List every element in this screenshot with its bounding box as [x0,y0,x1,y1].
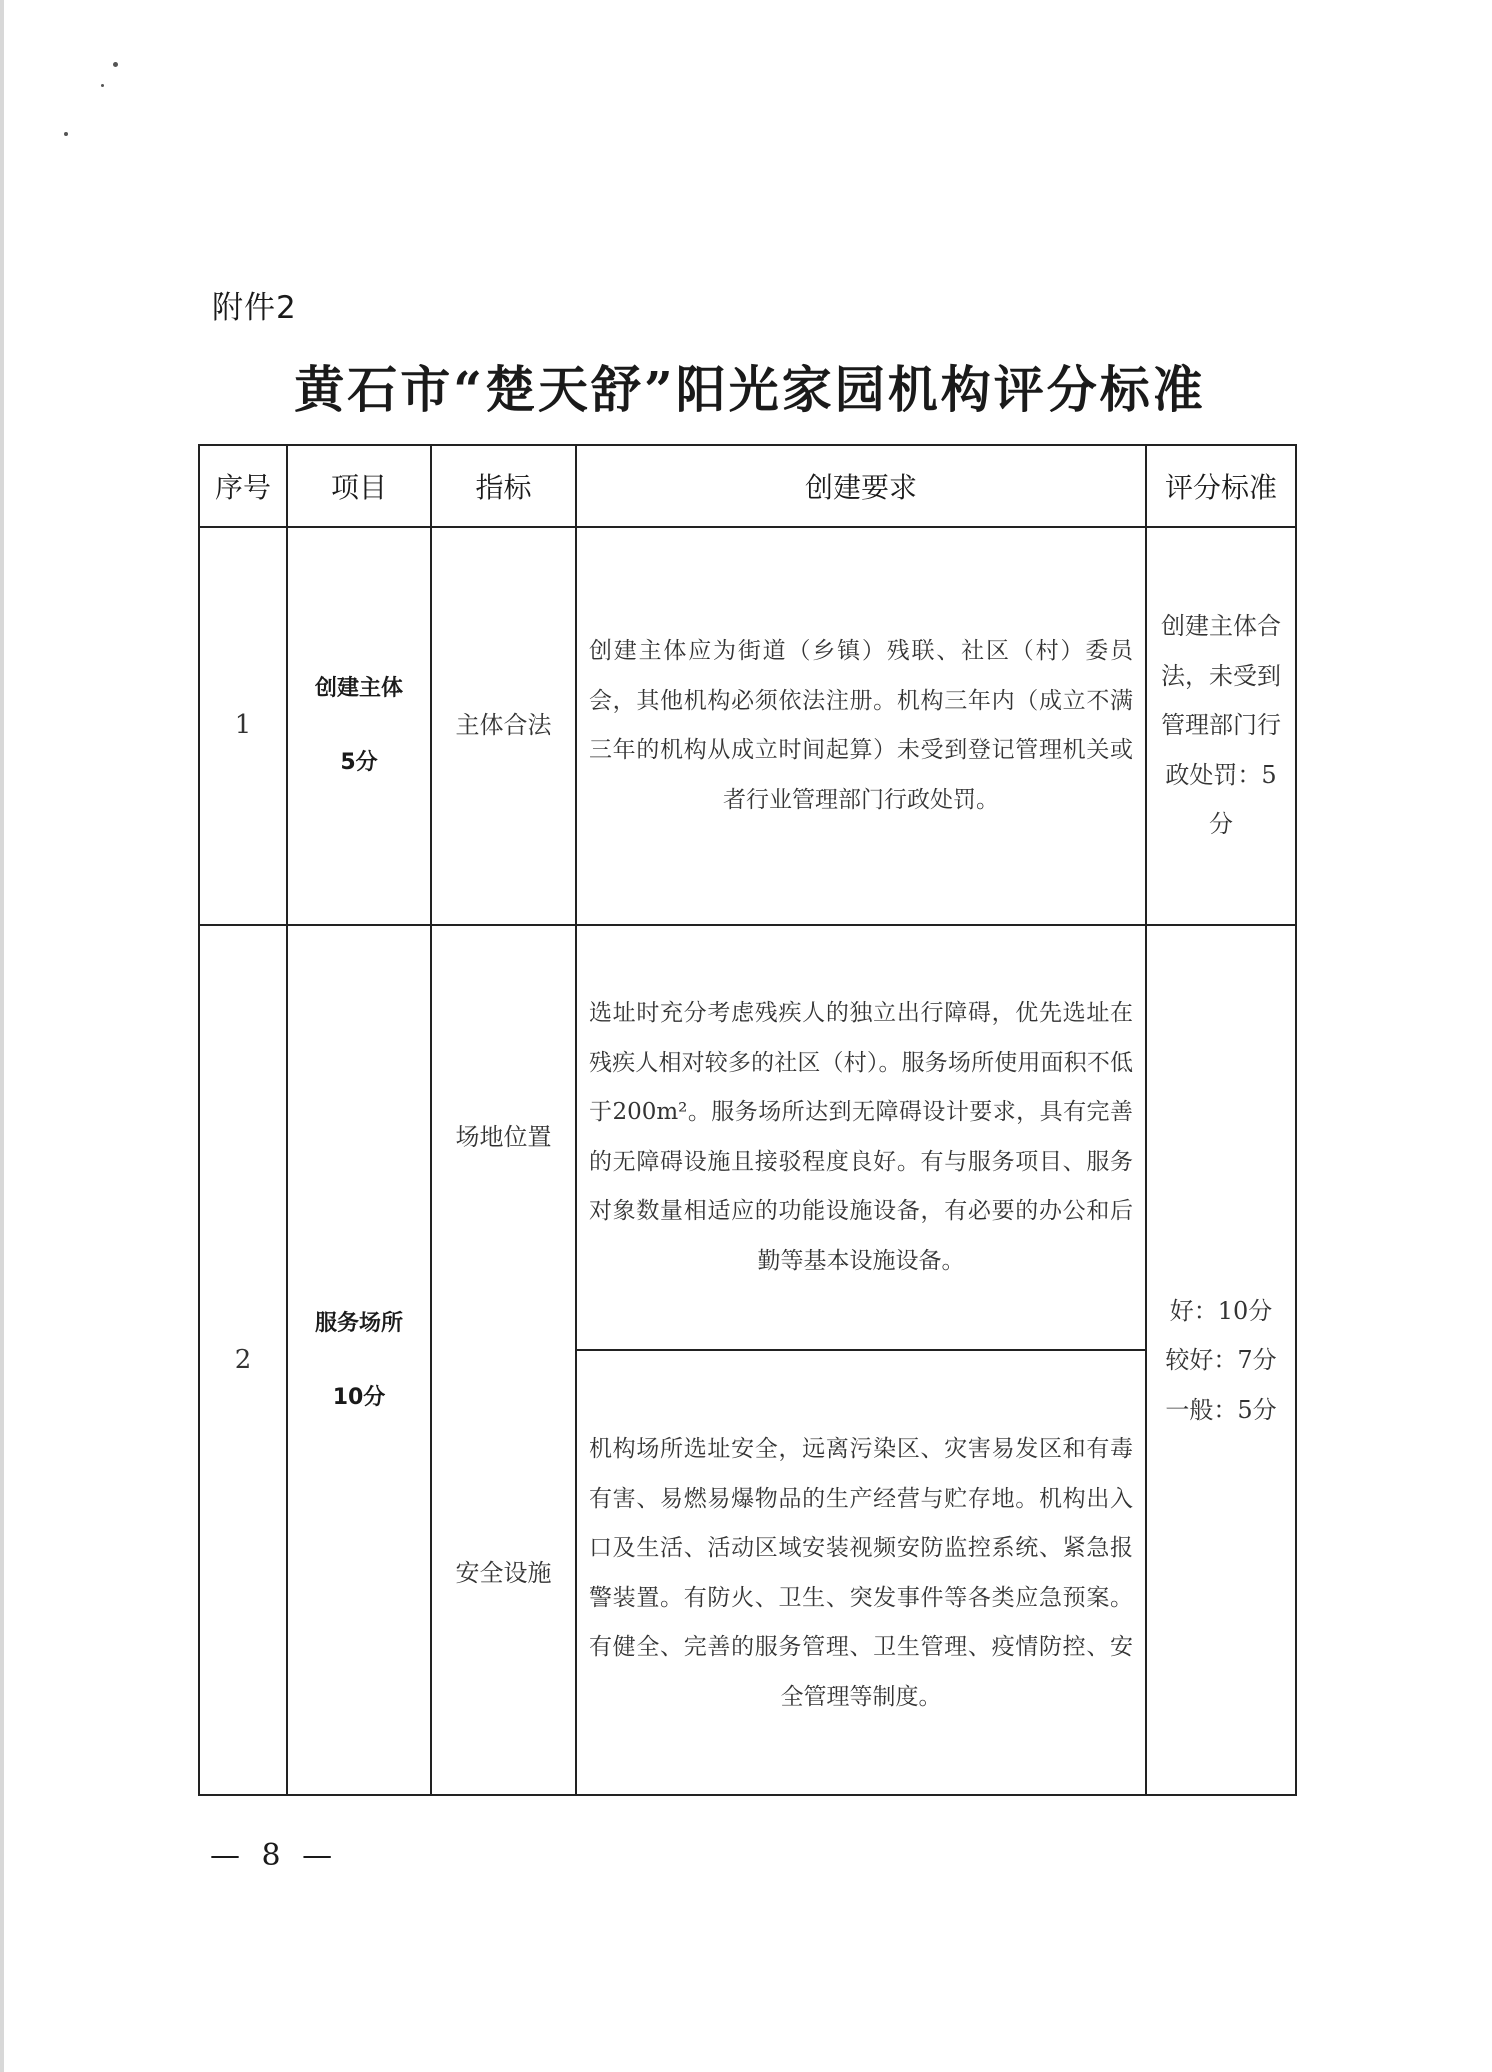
scan-speck [101,84,104,87]
header-criteria: 评分标准 [1164,471,1277,504]
row-1-criteria [1147,528,1295,924]
page-number: — 8 — [210,1838,339,1873]
row-2-item-score: 10分 [332,1385,386,1410]
row-2-criteria-good: 好：10分 [1169,1296,1273,1325]
row-1-indicator: 主体合法 [455,711,552,740]
attachment-label: 附件2 [212,290,297,326]
row-2-criteria [1147,926,1295,1796]
row-2-item-name: 服务场所 [314,1311,403,1336]
header-requirement: 创建要求 [804,471,917,504]
row-2-requirement-site-text: 选址时充分考虑残疾人的独立出行障碍，优先选址在残疾人相对较多的社区（村）。服务场所使用面积不低于200m²。服务场所达到无障碍设计要求，具有完善的无障碍设施且接驳程度良好。有与服务项目、服务对象数量相适应的功能设施设备，有必要的办公和后勤等基本设施设备。 [589,1000,1133,1274]
row-1-criteria-text: 创建主体合法，未受到管理部门行政处罚：5分 [1161,612,1281,839]
row-2-criteria-fair: 较好：7分 [1165,1346,1277,1375]
row-2-requirement-site [577,926,1145,1349]
document-title: 黄石市“楚天舒”阳光家园机构评分标准 [294,360,1206,419]
scoring-table [198,444,1297,1796]
row-1-seq: 1 [234,710,252,741]
row-2-seq: 2 [234,1345,252,1376]
scan-speck [64,132,68,136]
row-1-item [288,528,430,924]
row-2-indicator-safety: 安全设施 [455,1558,552,1587]
row-1-requirement [577,528,1145,924]
scan-edge [0,0,4,2072]
row-2-requirement-safety-text: 机构场所选址安全，远离污染区、灾害易发区和有毒有害、易燃易爆物品的生产经营与贮存地。机构出入口及生活、活动区域安装视频安防监控系统、紧急报警装置。有防火、卫生、突发事件等各类应急预案。有健全、完善的服务管理、卫生管理、疫情防控、安全管理等制度。 [589,1436,1133,1710]
header-indicator: 指标 [475,471,532,504]
header-item: 项目 [330,471,387,504]
row-2-indicator-site: 场地位置 [455,1122,552,1151]
row-2-requirement-safety [577,1351,1145,1796]
header-seq: 序号 [214,471,271,504]
row-2-item [288,926,430,1796]
row-1-requirement-text: 创建主体应为街道（乡镇）残联、社区（村）委员会，其他机构必须依法注册。机构三年内（成立不满三年的机构从成立时间起算）未受到登记管理机关或者行业管理部门行政处罚。 [589,638,1133,813]
scan-speck [113,62,118,67]
row-2-criteria-average: 一般：5分 [1165,1395,1277,1424]
row-1-item-score: 5分 [340,750,378,775]
row-1-item-name: 创建主体 [314,676,403,701]
